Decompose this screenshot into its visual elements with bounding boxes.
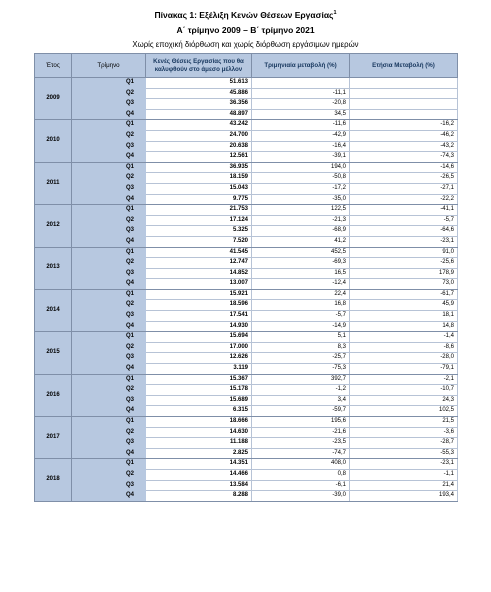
yoy-change-cell: -8,6 xyxy=(350,342,458,353)
quarter-cell: Q2 xyxy=(72,427,146,438)
vacancies-cell: 15.043 xyxy=(146,183,252,194)
vacancies-cell: 15.689 xyxy=(146,395,252,406)
quarter-cell: Q1 xyxy=(72,205,146,216)
qoq-change-cell: -69,3 xyxy=(252,258,350,269)
yoy-change-cell: 73,0 xyxy=(350,279,458,290)
quarter-cell: Q3 xyxy=(72,480,146,491)
table-row xyxy=(35,279,458,290)
year-cell: 2016 xyxy=(35,374,72,416)
yoy-change-cell xyxy=(350,99,458,110)
qoq-change-cell: -12,4 xyxy=(252,279,350,290)
vacancies-cell: 17.124 xyxy=(146,215,252,226)
quarter-cell: Q1 xyxy=(72,374,146,385)
header-yoy-change: Ετήσια Μεταβολή (%) xyxy=(350,54,458,78)
quarter-cell: Q4 xyxy=(72,491,146,502)
qoq-change-cell: 8,3 xyxy=(252,342,350,353)
qoq-change-cell: 0,8 xyxy=(252,469,350,480)
yoy-change-cell: 24,3 xyxy=(350,395,458,406)
table-row xyxy=(35,448,458,459)
table-row xyxy=(35,215,458,226)
yoy-change-cell: -2,1 xyxy=(350,374,458,385)
year-cell: 2017 xyxy=(35,417,72,459)
table-row xyxy=(35,438,458,449)
quarter-cell: Q3 xyxy=(72,226,146,237)
table-title xyxy=(0,10,491,20)
quarter-cell: Q3 xyxy=(72,395,146,406)
table-row xyxy=(35,374,458,385)
quarter-cell: Q2 xyxy=(72,215,146,226)
qoq-change-cell: 5,1 xyxy=(252,332,350,343)
yoy-change-cell: 45,9 xyxy=(350,300,458,311)
vacancies-cell: 7.520 xyxy=(146,236,252,247)
table-row xyxy=(35,247,458,258)
vacancies-cell: 36.356 xyxy=(146,99,252,110)
yoy-change-cell xyxy=(350,109,458,120)
qoq-change-cell: 34,5 xyxy=(252,109,350,120)
qoq-change-cell: -59,7 xyxy=(252,406,350,417)
table-row xyxy=(35,459,458,470)
vacancies-cell: 15.694 xyxy=(146,332,252,343)
qoq-change-cell: -5,7 xyxy=(252,311,350,322)
table-row xyxy=(35,406,458,417)
table-row xyxy=(35,99,458,110)
yoy-change-cell: -22,2 xyxy=(350,194,458,205)
table-row xyxy=(35,183,458,194)
yoy-change-cell xyxy=(350,78,458,89)
yoy-change-cell: -27,1 xyxy=(350,183,458,194)
yoy-change-cell: -28,0 xyxy=(350,353,458,364)
yoy-change-cell: -74,3 xyxy=(350,152,458,163)
quarter-cell: Q4 xyxy=(72,406,146,417)
vacancies-cell: 12.626 xyxy=(146,353,252,364)
quarter-cell: Q2 xyxy=(72,173,146,184)
vacancies-cell: 51.613 xyxy=(146,78,252,89)
table-row xyxy=(35,311,458,322)
vacancies-cell: 2.825 xyxy=(146,448,252,459)
quarter-cell: Q3 xyxy=(72,353,146,364)
vacancies-cell: 14.930 xyxy=(146,321,252,332)
vacancies-cell: 11.188 xyxy=(146,438,252,449)
table-row xyxy=(35,141,458,152)
table-body xyxy=(35,78,458,502)
table-row xyxy=(35,162,458,173)
vacancies-cell: 20.638 xyxy=(146,141,252,152)
qoq-change-cell: -39,0 xyxy=(252,491,350,502)
vacancies-cell: 45.886 xyxy=(146,88,252,99)
vacancies-table xyxy=(34,53,458,502)
quarter-cell: Q1 xyxy=(72,78,146,89)
qoq-change-cell: 195,6 xyxy=(252,417,350,428)
vacancies-cell: 43.242 xyxy=(146,120,252,131)
qoq-change-cell: -6,1 xyxy=(252,480,350,491)
qoq-change-cell: 408,0 xyxy=(252,459,350,470)
quarter-cell: Q4 xyxy=(72,279,146,290)
qoq-change-cell: -21,6 xyxy=(252,427,350,438)
table-row xyxy=(35,364,458,375)
yoy-change-cell: 193,4 xyxy=(350,491,458,502)
vacancies-cell: 24.700 xyxy=(146,130,252,141)
vacancies-table-wrapper xyxy=(34,53,457,502)
vacancies-cell: 15.367 xyxy=(146,374,252,385)
qoq-change-cell: 3,4 xyxy=(252,395,350,406)
qoq-change-cell: -23,5 xyxy=(252,438,350,449)
yoy-change-cell: 14,8 xyxy=(350,321,458,332)
quarter-cell: Q2 xyxy=(72,300,146,311)
vacancies-cell: 41.545 xyxy=(146,247,252,258)
table-row xyxy=(35,395,458,406)
vacancies-cell: 14.852 xyxy=(146,268,252,279)
qoq-change-cell: -50,8 xyxy=(252,173,350,184)
yoy-change-cell: 21,4 xyxy=(350,480,458,491)
quarter-cell: Q4 xyxy=(72,321,146,332)
qoq-change-cell: -17,2 xyxy=(252,183,350,194)
qoq-change-cell: -39,1 xyxy=(252,152,350,163)
qoq-change-cell: 194,0 xyxy=(252,162,350,173)
quarter-cell: Q2 xyxy=(72,258,146,269)
vacancies-cell: 17.000 xyxy=(146,342,252,353)
vacancies-cell: 36.935 xyxy=(146,162,252,173)
yoy-change-cell: -43,2 xyxy=(350,141,458,152)
table-row xyxy=(35,300,458,311)
table-row xyxy=(35,194,458,205)
yoy-change-cell: -26,5 xyxy=(350,173,458,184)
quarter-cell: Q4 xyxy=(72,236,146,247)
table-row xyxy=(35,226,458,237)
vacancies-cell: 15.178 xyxy=(146,385,252,396)
quarter-cell: Q2 xyxy=(72,469,146,480)
footnote-marker: 1 xyxy=(333,10,337,17)
year-cell: 2013 xyxy=(35,247,72,289)
table-row xyxy=(35,332,458,343)
vacancies-cell: 18.596 xyxy=(146,300,252,311)
table-row xyxy=(35,268,458,279)
quarter-cell: Q3 xyxy=(72,141,146,152)
year-cell: 2009 xyxy=(35,78,72,120)
qoq-change-cell: -25,7 xyxy=(252,353,350,364)
qoq-change-cell: -68,9 xyxy=(252,226,350,237)
quarter-cell: Q2 xyxy=(72,342,146,353)
year-cell: 2011 xyxy=(35,162,72,204)
qoq-change-cell: -16,4 xyxy=(252,141,350,152)
qoq-change-cell: -11,1 xyxy=(252,88,350,99)
vacancies-cell: 9.775 xyxy=(146,194,252,205)
qoq-change-cell: 16,5 xyxy=(252,268,350,279)
qoq-change-cell: 122,5 xyxy=(252,205,350,216)
table-row xyxy=(35,427,458,438)
table-row xyxy=(35,205,458,216)
yoy-change-cell: -23,1 xyxy=(350,459,458,470)
yoy-change-cell: 21,5 xyxy=(350,417,458,428)
table-row xyxy=(35,236,458,247)
qoq-change-cell: 16,8 xyxy=(252,300,350,311)
yoy-change-cell: 178,9 xyxy=(350,268,458,279)
quarter-cell: Q1 xyxy=(72,162,146,173)
quarter-cell: Q2 xyxy=(72,130,146,141)
vacancies-cell: 14.630 xyxy=(146,427,252,438)
vacancies-cell: 14.466 xyxy=(146,469,252,480)
table-header-row xyxy=(35,54,458,78)
table-row xyxy=(35,342,458,353)
table-row xyxy=(35,417,458,428)
qoq-change-cell: 392,7 xyxy=(252,374,350,385)
yoy-change-cell: -23,1 xyxy=(350,236,458,247)
quarter-cell: Q1 xyxy=(72,332,146,343)
quarter-cell: Q4 xyxy=(72,364,146,375)
vacancies-cell: 3.119 xyxy=(146,364,252,375)
vacancies-cell: 8.288 xyxy=(146,491,252,502)
table-row xyxy=(35,130,458,141)
qoq-change-cell: -35,0 xyxy=(252,194,350,205)
table-row xyxy=(35,78,458,89)
yoy-change-cell: -1,1 xyxy=(350,469,458,480)
yoy-change-cell: 102,5 xyxy=(350,406,458,417)
quarter-cell: Q1 xyxy=(72,289,146,300)
vacancies-cell: 48.897 xyxy=(146,109,252,120)
yoy-change-cell: -14,6 xyxy=(350,162,458,173)
quarter-cell: Q4 xyxy=(72,152,146,163)
qoq-change-cell: 22,4 xyxy=(252,289,350,300)
table-row xyxy=(35,469,458,480)
quarter-cell: Q3 xyxy=(72,311,146,322)
year-cell: 2015 xyxy=(35,332,72,374)
table-row xyxy=(35,385,458,396)
quarter-cell: Q1 xyxy=(72,247,146,258)
quarter-cell: Q1 xyxy=(72,459,146,470)
qoq-change-cell: -42,9 xyxy=(252,130,350,141)
vacancies-cell: 13.584 xyxy=(146,480,252,491)
yoy-change-cell: 18,1 xyxy=(350,311,458,322)
header-vacancies: Κενές Θέσεις Εργασίας που θα καλυφθούν στο άμεσο μέλλον xyxy=(146,54,252,78)
quarter-cell: Q4 xyxy=(72,194,146,205)
yoy-change-cell: -3,6 xyxy=(350,427,458,438)
yoy-change-cell: -46,2 xyxy=(350,130,458,141)
yoy-change-cell: -79,1 xyxy=(350,364,458,375)
year-cell: 2018 xyxy=(35,459,72,501)
qoq-change-cell: -75,3 xyxy=(252,364,350,375)
yoy-change-cell: 91,0 xyxy=(350,247,458,258)
header-qoq-change: Τριμηνιαία μεταβολή (%) xyxy=(252,54,350,78)
quarter-cell: Q3 xyxy=(72,183,146,194)
vacancies-cell: 18.666 xyxy=(146,417,252,428)
table-subtitle: Α΄ τρίμηνο 2009 – Β΄ τρίμηνο 2021 xyxy=(176,25,315,35)
yoy-change-cell: -25,6 xyxy=(350,258,458,269)
year-cell: 2010 xyxy=(35,120,72,162)
table-title-text: Πίνακας 1: Εξέλιξη Κενών Θέσεων Εργασίας xyxy=(154,10,334,20)
yoy-change-cell: -16,2 xyxy=(350,120,458,131)
yoy-change-cell: -28,7 xyxy=(350,438,458,449)
table-row xyxy=(35,109,458,120)
vacancies-cell: 12.747 xyxy=(146,258,252,269)
table-row xyxy=(35,289,458,300)
table-row xyxy=(35,321,458,332)
qoq-change-cell: -11,6 xyxy=(252,120,350,131)
table-row xyxy=(35,258,458,269)
qoq-change-cell: 41,2 xyxy=(252,236,350,247)
vacancies-cell: 21.753 xyxy=(146,205,252,216)
qoq-change-cell: -74,7 xyxy=(252,448,350,459)
vacancies-cell: 14.351 xyxy=(146,459,252,470)
qoq-change-cell: -1,2 xyxy=(252,385,350,396)
quarter-cell: Q3 xyxy=(72,438,146,449)
yoy-change-cell: -64,6 xyxy=(350,226,458,237)
table-row xyxy=(35,491,458,502)
quarter-cell: Q3 xyxy=(72,99,146,110)
yoy-change-cell: -61,7 xyxy=(350,289,458,300)
quarter-cell: Q3 xyxy=(72,268,146,279)
table-row xyxy=(35,353,458,364)
yoy-change-cell: -10,7 xyxy=(350,385,458,396)
quarter-cell: Q1 xyxy=(72,120,146,131)
year-cell: 2012 xyxy=(35,205,72,247)
table-note: Χωρίς εποχική διόρθωση και χωρίς διόρθωση εργάσιμων ημερών xyxy=(132,40,359,49)
table-row xyxy=(35,173,458,184)
year-cell: 2014 xyxy=(35,289,72,331)
quarter-cell: Q2 xyxy=(72,385,146,396)
quarter-cell: Q1 xyxy=(72,417,146,428)
yoy-change-cell: -41,1 xyxy=(350,205,458,216)
yoy-change-cell: -5,7 xyxy=(350,215,458,226)
table-row xyxy=(35,480,458,491)
qoq-change-cell: -20,8 xyxy=(252,99,350,110)
yoy-change-cell xyxy=(350,88,458,99)
yoy-change-cell: -1,4 xyxy=(350,332,458,343)
header-year: Έτος xyxy=(35,54,72,78)
vacancies-cell: 5.325 xyxy=(146,226,252,237)
qoq-change-cell: 452,5 xyxy=(252,247,350,258)
vacancies-cell: 15.921 xyxy=(146,289,252,300)
table-row xyxy=(35,120,458,131)
qoq-change-cell: -14,9 xyxy=(252,321,350,332)
header-quarter: Τρίμηνο xyxy=(72,54,146,78)
qoq-change-cell xyxy=(252,78,350,89)
table-row xyxy=(35,152,458,163)
vacancies-cell: 13.007 xyxy=(146,279,252,290)
quarter-cell: Q2 xyxy=(72,88,146,99)
qoq-change-cell: -21,3 xyxy=(252,215,350,226)
vacancies-cell: 12.561 xyxy=(146,152,252,163)
quarter-cell: Q4 xyxy=(72,109,146,120)
vacancies-cell: 17.541 xyxy=(146,311,252,322)
vacancies-cell: 6.315 xyxy=(146,406,252,417)
quarter-cell: Q4 xyxy=(72,448,146,459)
vacancies-cell: 18.159 xyxy=(146,173,252,184)
yoy-change-cell: -55,3 xyxy=(350,448,458,459)
table-row xyxy=(35,88,458,99)
